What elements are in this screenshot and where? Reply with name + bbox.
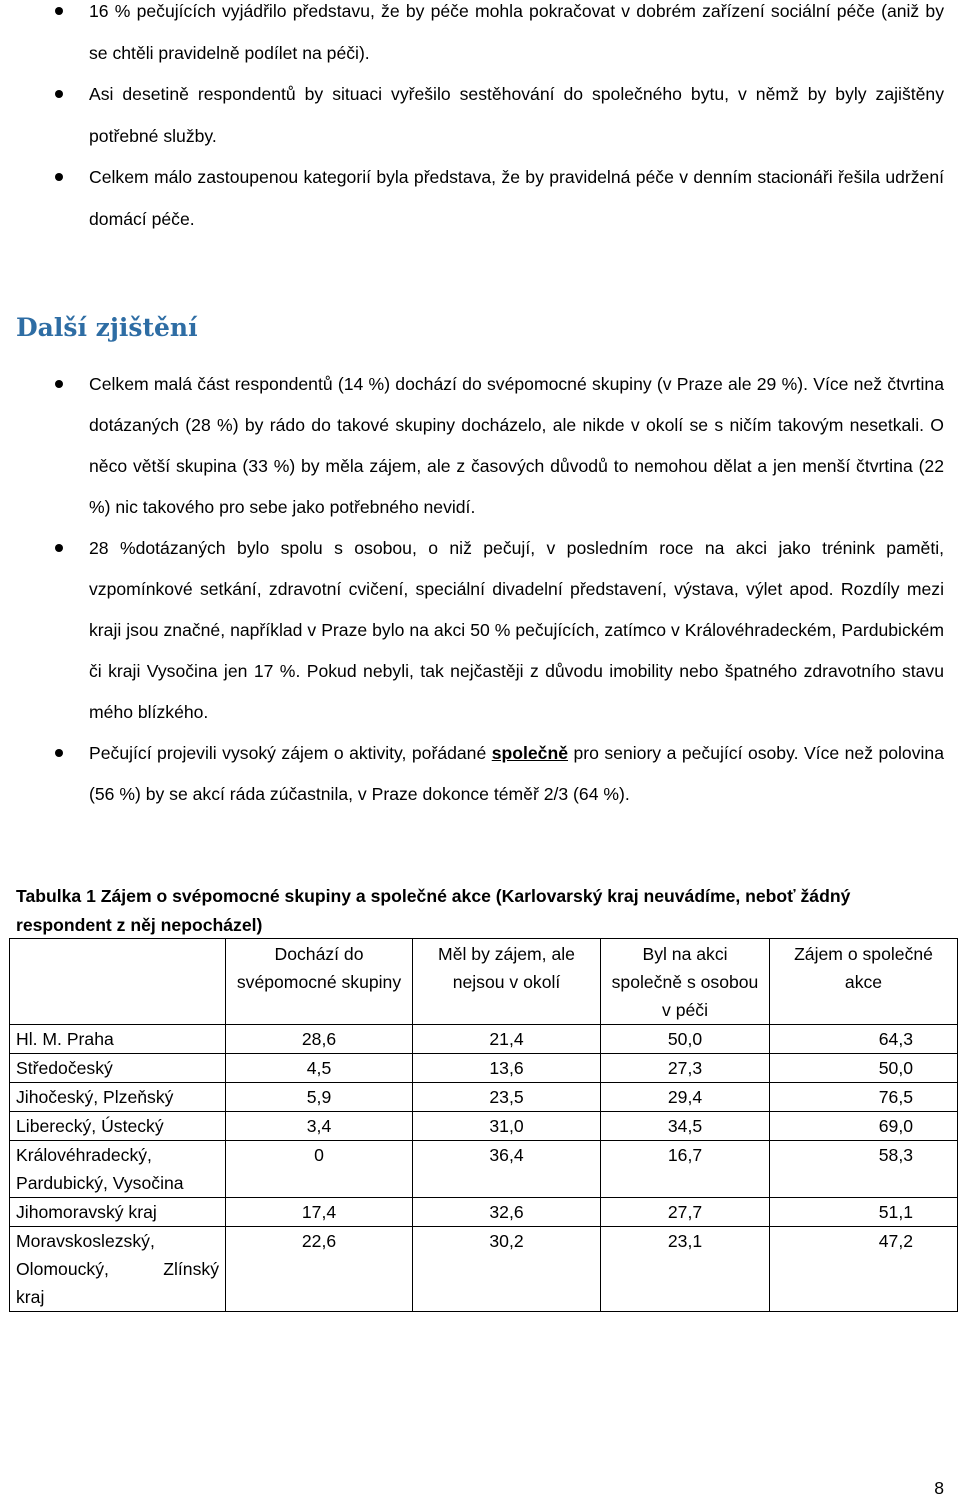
value-cell: 50,0 [601,1025,770,1054]
value-cell: 31,0 [413,1112,601,1141]
value-cell: 47,2 [770,1227,958,1312]
value-cell: 36,4 [413,1141,601,1198]
bullet-icon [55,90,63,98]
value-cell: 23,1 [601,1227,770,1312]
bullet-icon [55,7,63,15]
list-item-text: Asi desetině respondentů by situaci vyřešilo sestěhování do společného bytu, v němž by byly zajištěny potřebné služby. [89,84,944,146]
value-cell: 4,5 [226,1054,413,1083]
value-cell: 16,7 [601,1141,770,1198]
section-heading: Další zjištění [16,313,198,342]
list-item [0,74,960,157]
bullet-list-top [0,0,960,240]
value-cell: 50,0 [770,1054,958,1083]
region-line [16,1255,219,1283]
table-row [10,1227,958,1312]
value-cell: 32,6 [413,1198,601,1227]
bullet-icon [55,380,63,388]
value-cell: 58,3 [770,1141,958,1198]
bullet-icon [55,173,63,181]
list-item [0,364,960,528]
value-cell: 27,3 [601,1054,770,1083]
value-cell: 17,4 [226,1198,413,1227]
table-row [10,1141,958,1198]
emphasized-word: společně [491,743,569,763]
value-cell: 21,4 [413,1025,601,1054]
list-item [0,528,960,733]
bullet-icon [55,544,63,552]
table-caption: Tabulka 1 Zájem o svépomocné skupiny a společné akce (Karlovarský kraj neuvádíme, neboť žádný respondent z něj nepocházel) [16,886,851,935]
data-table [9,938,958,1312]
header-cell-attended-event: Byl na akci společně s osobou v péči [601,939,770,1025]
value-cell: 69,0 [770,1112,958,1141]
header-cell-self-help: Dochází do svépomocné skupiny [226,939,413,1025]
list-item-text: Celkem málo zastoupenou kategorií byla představa, že by pravidelná péče v denním stacionáři řešila udržení domácí péče. [89,167,944,229]
table-row [10,1025,958,1054]
list-item-text: 16 % pečujících vyjádřilo představu, že by péče mohla pokračovat v dobrém zařízení sociální péče (aniž by se chtěli pravidelně podílet na péči). [89,1,944,63]
list-item-text [89,733,944,815]
value-cell: 76,5 [770,1083,958,1112]
bullet-icon [55,749,63,757]
value-cell: 27,7 [601,1198,770,1227]
region-cell: Liberecký, Ústecký [10,1112,226,1141]
header-cell-interest-none-nearby: Měl by zájem, ale nejsou v okolí [413,939,601,1025]
value-cell: 5,9 [226,1083,413,1112]
page-number: 8 [934,1478,944,1498]
region-line: Moravskoslezský, [16,1231,155,1251]
table-row [10,1112,958,1141]
list-item [0,733,960,815]
value-cell: 28,6 [226,1025,413,1054]
value-cell: 23,5 [413,1083,601,1112]
table-row [10,1198,958,1227]
region-cell: Jihomoravský kraj [10,1198,226,1227]
region-word: Zlínský [163,1259,219,1279]
value-cell: 34,5 [601,1112,770,1141]
value-cell: 29,4 [601,1083,770,1112]
region-cell: Hl. M. Praha [10,1025,226,1054]
text-segment: Pečující projevili vysoký zájem o aktivity, pořádané [89,743,492,763]
value-cell: 51,1 [770,1198,958,1227]
value-cell: 64,3 [770,1025,958,1054]
list-item [0,157,960,240]
list-item [0,0,960,74]
bullet-list-findings [0,364,960,815]
region-cell: Jihočeský, Plzeňský [10,1083,226,1112]
table-row [10,1054,958,1083]
region-word: Olomoucký, [16,1259,109,1279]
value-cell: 3,4 [226,1112,413,1141]
value-cell: 22,6 [226,1227,413,1312]
list-item-text: 28 %dotázaných bylo spolu s osobou, o niž pečují, v posledním roce na akci jako trénink paměti, vzpomínkové setkání, zdravotní cvičení, speciální divadelní představení, výstava, výlet apod. Rozdíly mezi kraji jsou značné, například v Praze bylo na akci 50 % pečujících, zatímco v Královéhradeckém, Pardubickém či kraji Vysočina jen 17 %. Pokud nebyli, tak nejčastěji z důvodu imobility nebo špatného zdravotního stavu mého blízkého. [89,538,944,722]
value-cell: 30,2 [413,1227,601,1312]
value-cell: 0 [226,1141,413,1198]
region-line: kraj [16,1287,45,1307]
header-cell-interest-joint-events: Zájem o společné akce [770,939,958,1025]
header-cell-blank [10,939,226,1025]
value-cell: 13,6 [413,1054,601,1083]
list-item-text: Celkem malá část respondentů (14 %) dochází do svépomocné skupiny (v Praze ale 29 %). Více než čtvrtina dotázaných (28 %) by rádo do takové skupiny docházelo, ale nikde v okolí se s ničím takovým nesetkali. O něco větší skupina (33 %) by měla zájem, ale z časových důvodů to nemohou dělat a jen menší čtvrtina (22 %) nic takového pro sebe jako potřebného nevidí. [89,374,944,517]
table-header-row [10,939,958,1025]
text-segment: pro seniory a pečující osoby. Více než polovina (56 %) by se akcí ráda zúčastnila, v Praze dokonce téměř 2/3 (64 %). [89,743,944,804]
table-row [10,1083,958,1112]
region-cell: Středočeský [10,1054,226,1083]
region-cell: Královéhradecký, Pardubický, Vysočina [10,1141,226,1198]
region-cell [10,1227,226,1312]
